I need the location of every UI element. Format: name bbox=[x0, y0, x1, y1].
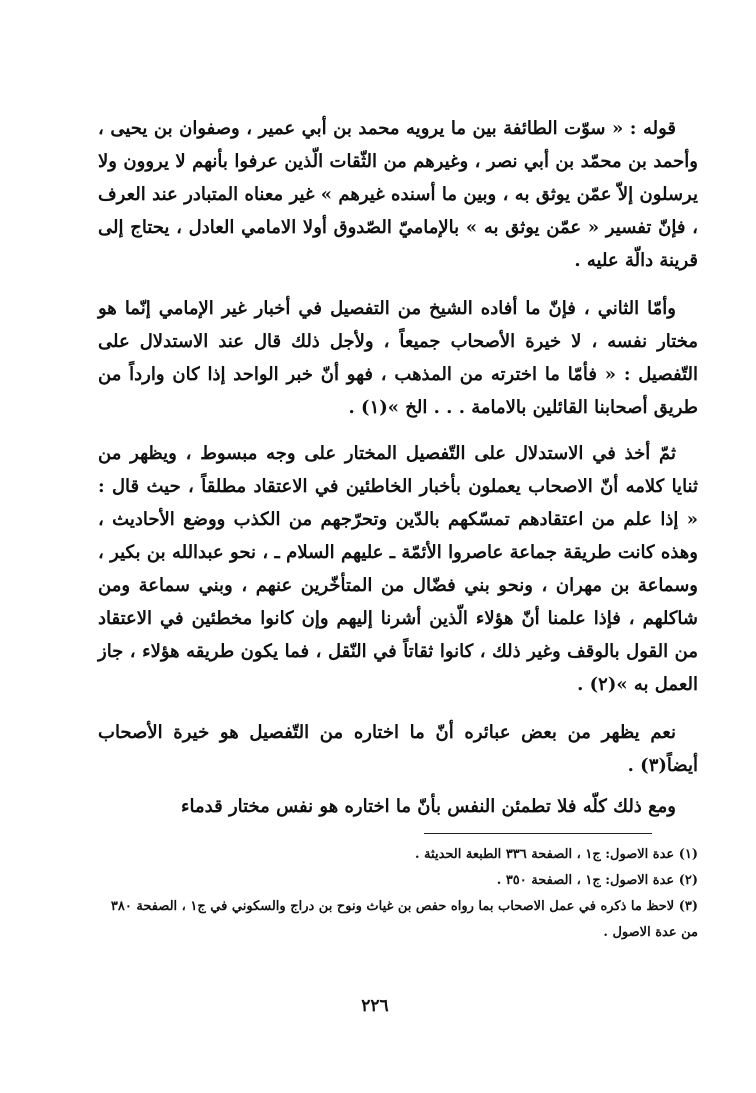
footnote-separator bbox=[424, 833, 652, 834]
paragraph-2 bbox=[98, 292, 698, 424]
paragraph-text: ومع ذلك كلّه فلا تطمئن النفس بأنّ ما اختاره هو نفس مختار قدماء bbox=[181, 796, 676, 817]
paragraph-4 bbox=[98, 716, 698, 782]
footnote-3: (٣) لاحظ ما ذكره في عمل الاصحاب بما رواه حفص بن غياث ونوح بن دراج والسكوني في ج١ ، الصفحة ٣٨٠ من عدة الاصول . bbox=[110, 899, 698, 940]
paragraph-text: ثمّ أخذ في الاستدلال على التّفصيل المختار على وجه مبسوط ، ويظهر من ثنايا كلامه أنّ الاصحاب يعملون بأخبار الخاطئين في الاعتقاد مطلقاً ، حيث قال : « إذا علم من اعتقادهم تمسّكهم بالدّين وتحرّجهم من الكذب ووضع الأحاديث ، وهذه كانت طريقة جماعة عاصروا الأئمّة ـ عليهم السلام ـ ، نحو عبدالله بن بكير ، وسماعة بن مهران ، ونحو بني فضّال من المتأخّرين عنهم ، وبني سماعة ومن شاكلهم ، فإذا علمنا أنّ هؤلاء الّذين أشرنا إليهم وإن كانوا مخطئين في الاعتقاد من القول بالوقف وغير ذلك ، كانوا ثقاتاً في النّقل ، فما يكون طريقه هؤلاء ، جاز العمل به »(٢) . bbox=[98, 443, 698, 695]
paragraph-text: قوله : « سوّت الطائفة بين ما يرويه محمد بن أبي عمير ، وصفوان بن يحيى ، وأحمد بن محمّد بن أبي نصر ، وغيرهم من الثّقات الّذين عرفوا بأنهم لا يروون ولا يرسلون إلاّ عمّن يوثق به ، وبين ما أسنده غيرهم » غير معناه المتبادر عند العرف ، فإنّ تفسير « عمّن يوثق به » بالإماميّ الصّدوق أولا الامامي العادل ، يحتاج إلى قرينة دالّة عليه . bbox=[98, 118, 698, 271]
paragraph-3 bbox=[98, 437, 698, 701]
paragraph-5 bbox=[98, 790, 698, 823]
paragraph-text: وأمّا الثاني ، فإنّ ما أفاده الشيخ من التفصيل في أخبار غير الإمامي إنّما هو مختار نفسه ، لا خيرة الأصحاب جميعاً ، ولأجل ذلك قال عند الاستدلال على التّفصيل : « فأمّا ما اخترته من المذهب ، فهو أنّ خبر الواحد إذا كان وارداً من طريق أصحابنا القائلين بالامامة . . . الخ »(١) . bbox=[98, 298, 698, 418]
footnote-1: (١) عدة الاصول: ج١ ، الصفحة ٣٣٦ الطبعة الحديثة . bbox=[415, 847, 698, 862]
footnote-2: (٢) عدة الاصول: ج١ ، الصفحة ٣٥٠ . bbox=[496, 873, 698, 888]
paragraph-1 bbox=[98, 112, 698, 277]
page-number: ٢٢٦ bbox=[361, 996, 389, 1016]
footnotes bbox=[98, 842, 698, 946]
paragraph-text: نعم يظهر من بعض عبائره أنّ ما اختاره من التّفصيل هو خيرة الأصحاب أيضاً(٣) . bbox=[98, 722, 698, 776]
